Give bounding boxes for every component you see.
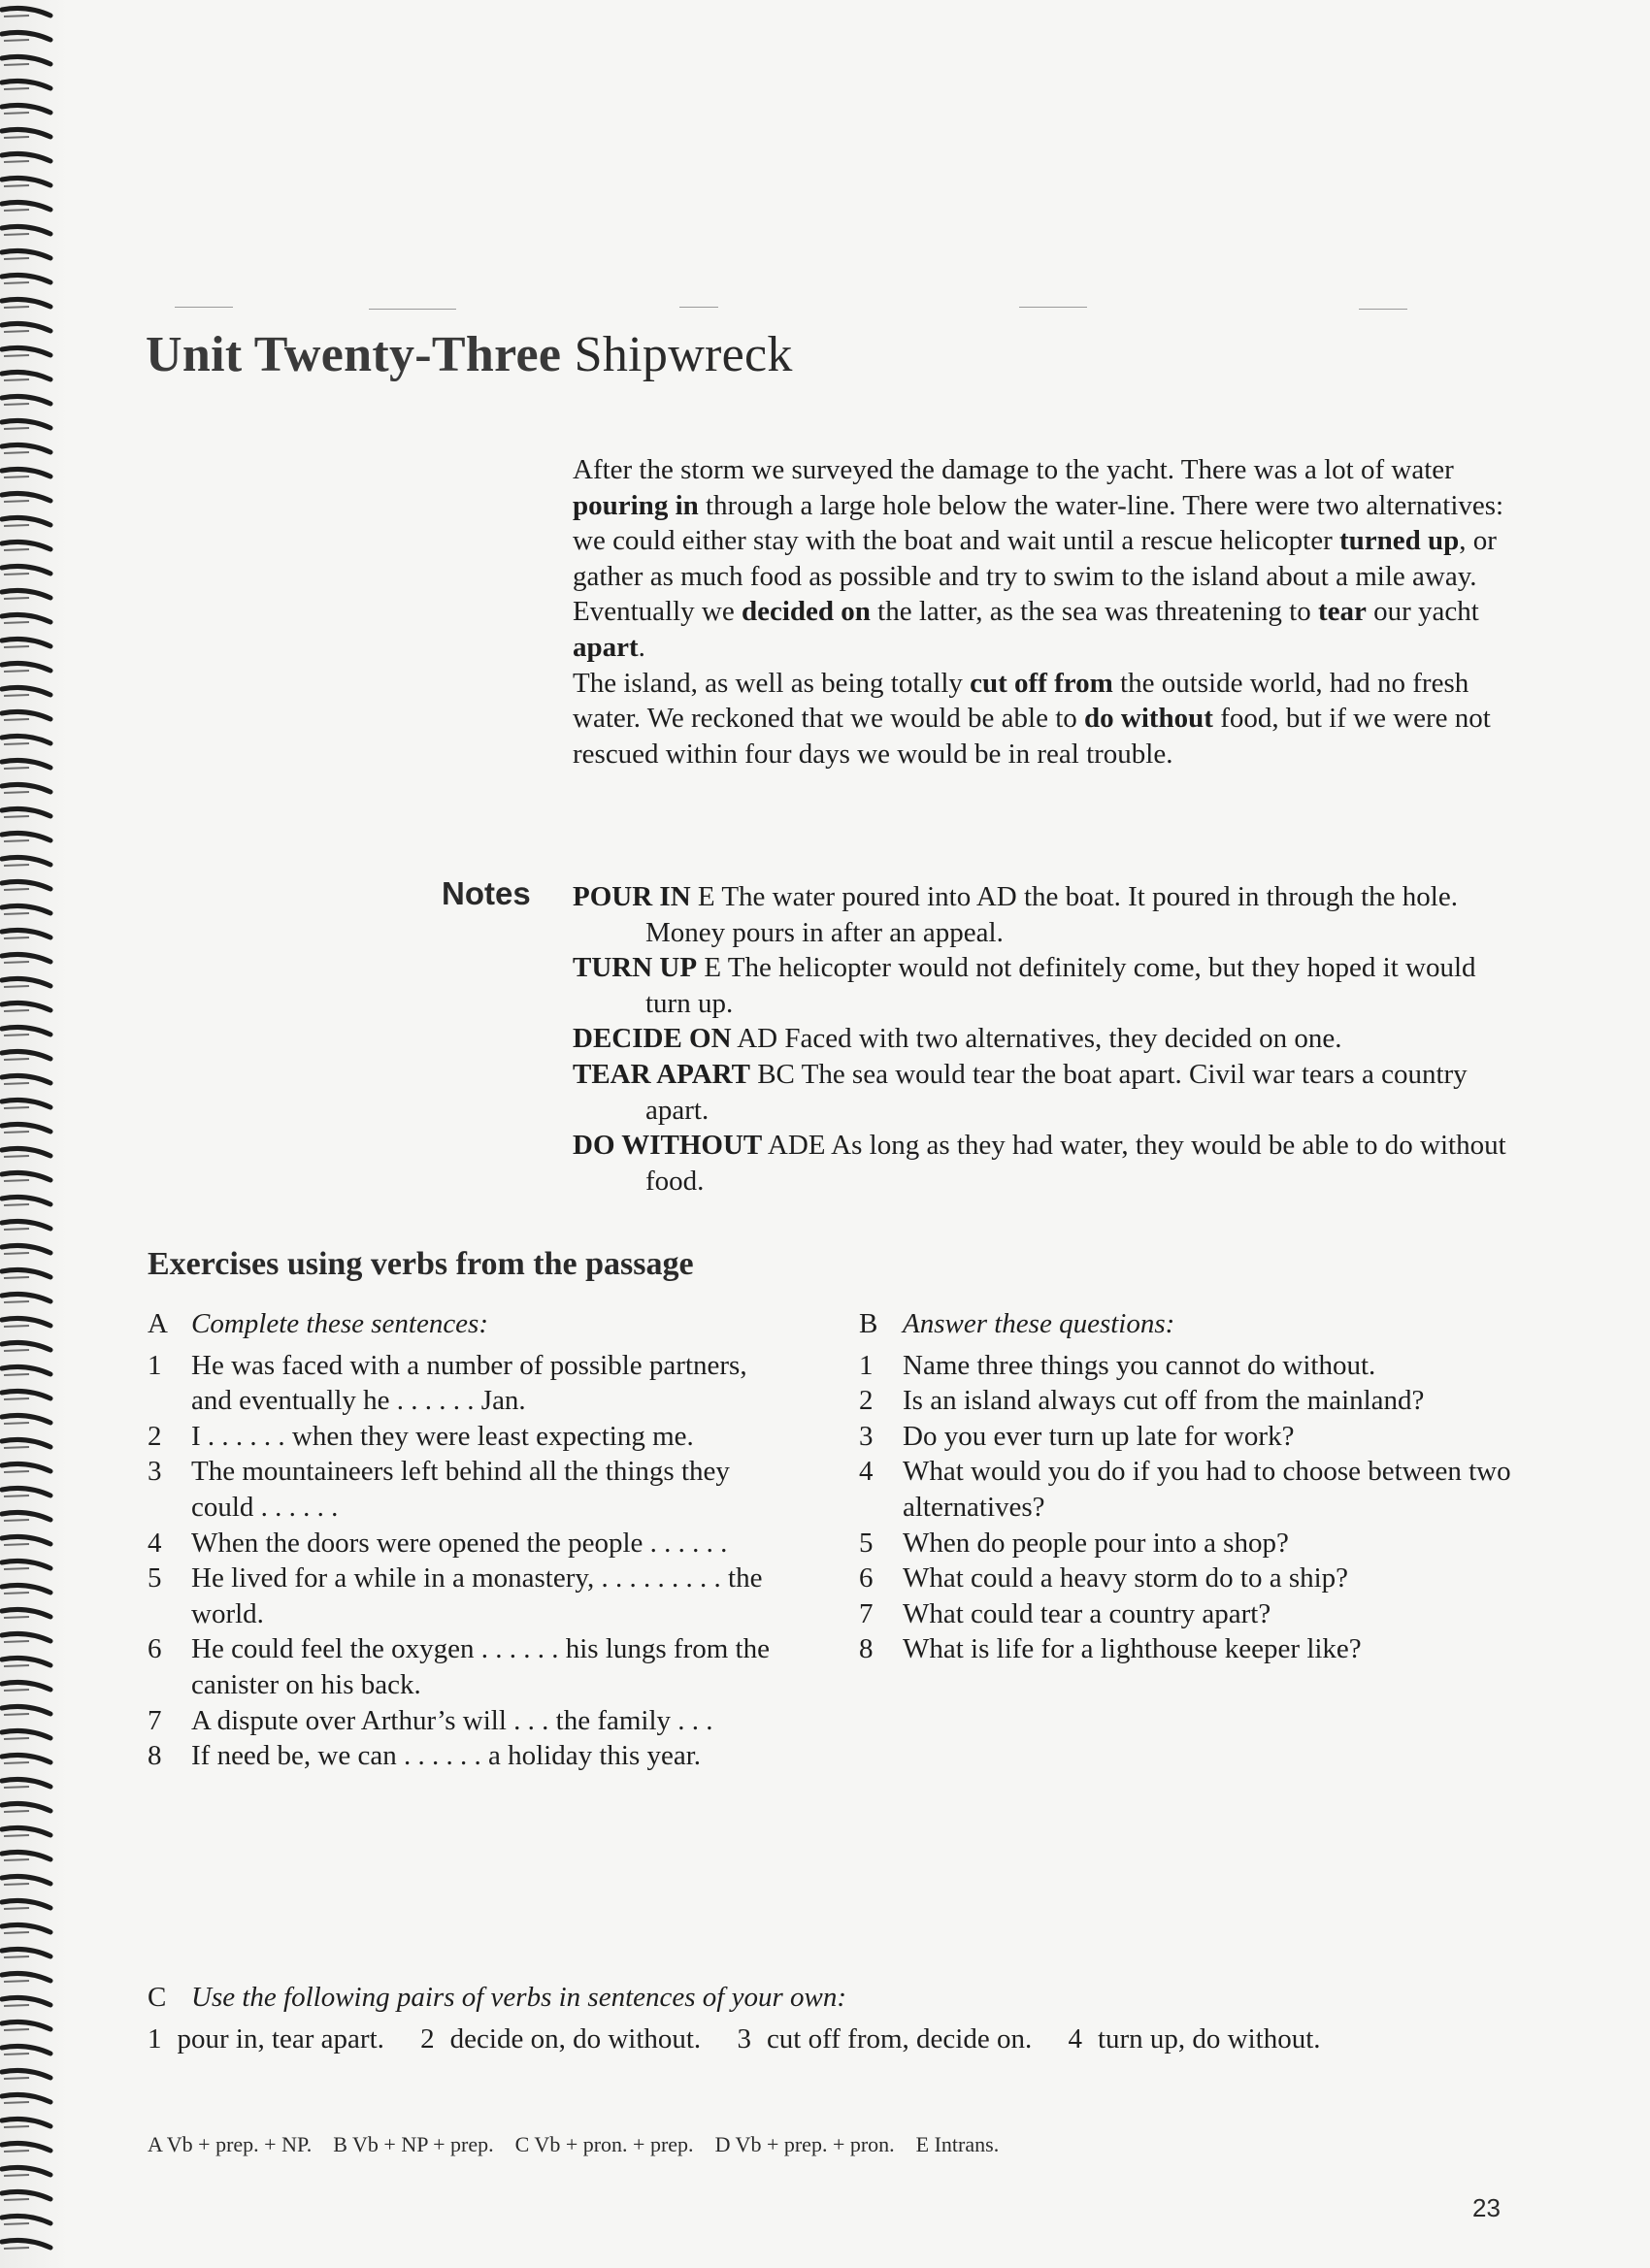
exercise-b: [859, 1306, 1529, 1667]
item-text: When do people pour into a shop?: [903, 1527, 1289, 1559]
spiral-coil: [2, 202, 50, 211]
verb-pair: [737, 2023, 1032, 2054]
pair-text: decide on, do without.: [449, 2022, 702, 2054]
spiral-coil: [2, 930, 50, 938]
spiral-coil: [2, 1488, 50, 1496]
note-verb: TURN UP: [573, 952, 698, 984]
exercise-c-pairs: [148, 2021, 1506, 2057]
item-number: 2: [148, 1420, 162, 1452]
verb-pair: [420, 2023, 701, 2054]
passage-text: our yacht: [1366, 596, 1479, 628]
item-text: If need be, we can . . . . . . a holiday this year.: [191, 1740, 702, 1772]
phrasal-verb: turned up: [1338, 525, 1460, 557]
item-text: I . . . . . . when they were least expecting me.: [191, 1420, 694, 1452]
scan-mark: [679, 307, 718, 308]
passage-text: the outside world, had no fresh water. We reckoned that we would be able to: [573, 667, 1469, 735]
spiral-coil: [2, 663, 50, 672]
spiral-coil: [2, 347, 50, 356]
exercise-letter: C: [148, 1982, 167, 2013]
item-text: He lived for a while in a monastery, . . . . . . . . . the world.: [191, 1562, 763, 1629]
spiral-coil: [2, 444, 50, 453]
spiral-coil: [2, 493, 50, 502]
spiral-coil: [2, 1003, 50, 1011]
spiral-coil: [2, 250, 50, 259]
grammar-legend: [148, 2132, 1020, 2157]
spiral-coil: [2, 1730, 50, 1739]
note-text: ADE As long as they had water, they would be able to do without food.: [645, 1130, 1506, 1197]
note-entry: [573, 1021, 1514, 1057]
spiral-coil: [2, 1682, 50, 1691]
phrasal-verb: apart: [573, 631, 639, 663]
exercise-letter: A: [148, 1308, 168, 1339]
notes-label: Notes: [442, 875, 531, 911]
verb-pair: [148, 2023, 384, 2054]
exercise-a-items: [148, 1348, 788, 1774]
note-entry: [573, 1128, 1514, 1199]
spiral-coil: [2, 517, 50, 526]
item-text: What could a heavy storm do to a ship?: [903, 1562, 1349, 1594]
item-text: The mountaineers left behind all the things they could . . . . . .: [191, 1456, 730, 1523]
spiral-coil: [2, 1391, 50, 1399]
spiral-coil: [2, 105, 50, 114]
item-text: What is life for a lighthouse keeper like?: [903, 1633, 1362, 1665]
note-verb: TEAR APART: [573, 1058, 750, 1090]
spiral-binding: [0, 0, 68, 2268]
item-text: What would you do if you had to choose between two alternatives?: [903, 1456, 1511, 1523]
item-number: 4: [859, 1456, 874, 1488]
list-item: [859, 1596, 1529, 1632]
note-text: AD Faced with two alternatives, they decided on one.: [731, 1023, 1342, 1055]
item-number: 8: [859, 1633, 874, 1665]
unit-name: Shipwreck: [574, 327, 793, 382]
exercise-instruction: Complete these sentences:: [191, 1308, 489, 1339]
spiral-coil: [2, 760, 50, 769]
pair-text: pour in, tear apart.: [177, 2022, 384, 2054]
passage-text: .: [638, 631, 645, 663]
item-number: 7: [859, 1597, 874, 1629]
spiral-coil: [2, 469, 50, 477]
spiral-coil: [2, 1051, 50, 1060]
legend-entry: C Vb + pron. + prep.: [514, 2132, 694, 2156]
notes-list: [573, 879, 1514, 1199]
exercise-c-header: [148, 1980, 1506, 2016]
spiral-coil: [2, 1706, 50, 1715]
exercise-letter: B: [859, 1308, 878, 1339]
item-text: What could tear a country apart?: [903, 1597, 1271, 1629]
spiral-coil: [2, 1100, 50, 1108]
spiral-coil: [2, 2191, 50, 2200]
passage-text: , or gather as much food as possible and try to swim to the island about a mile away. Eventually we: [573, 525, 1497, 628]
pair-text: cut off from, decide on.: [766, 2022, 1033, 2054]
spiral-coil: [2, 639, 50, 647]
spiral-coil: [2, 1852, 50, 1860]
exercise-b-items: [859, 1348, 1529, 1667]
item-text: Name three things you cannot do without.: [903, 1349, 1376, 1381]
spiral-coil: [2, 1269, 50, 1278]
item-number: 3: [859, 1420, 874, 1452]
spiral-coil: [2, 736, 50, 744]
spiral-coil: [2, 1294, 50, 1302]
spiral-coil: [2, 1803, 50, 1812]
list-item: [148, 1631, 788, 1702]
spiral-coil: [2, 1609, 50, 1618]
exercise-a: [148, 1306, 788, 1774]
list-item: [859, 1348, 1529, 1384]
spiral-coil: [2, 1924, 50, 1933]
spiral-coil: [2, 590, 50, 599]
scan-mark: [1359, 309, 1407, 310]
list-item: [148, 1703, 788, 1739]
item-number: 1: [859, 1349, 874, 1381]
list-item: [859, 1561, 1529, 1596]
note-text: BC The sea would tear the boat apart. Civil war tears a country apart.: [645, 1058, 1468, 1126]
spiral-coil: [2, 1124, 50, 1133]
scan-mark: [1019, 307, 1087, 308]
unit-number: Unit Twenty-Three: [146, 327, 562, 382]
item-number: 3: [148, 1456, 162, 1488]
verb-pair: [1068, 2023, 1320, 2054]
exercises-heading: Exercises using verbs from the passage: [148, 1246, 694, 1282]
spiral-coil: [2, 614, 50, 623]
spiral-coil: [2, 1561, 50, 1569]
list-item: [148, 1348, 788, 1419]
spiral-coil: [2, 566, 50, 575]
spiral-coil: [2, 275, 50, 283]
spiral-coil: [2, 2070, 50, 2079]
item-number: 6: [148, 1633, 162, 1665]
spiral-coil: [2, 129, 50, 138]
note-verb: DO WITHOUT: [573, 1130, 763, 1162]
list-item: [859, 1631, 1529, 1667]
spiral-coil: [2, 1633, 50, 1642]
passage-paragraph-1: [573, 452, 1504, 666]
spiral-coil: [2, 153, 50, 162]
reading-passage: [573, 452, 1504, 772]
pair-number: 2: [420, 2022, 435, 2054]
exercise-a-header: [148, 1306, 788, 1342]
spiral-coil: [2, 1148, 50, 1157]
item-text: A dispute over Arthur’s will . . . the family . . .: [191, 1704, 713, 1736]
spiral-coil: [2, 2240, 50, 2249]
passage-text: After the storm we surveyed the damage to the yacht. There was a lot of water: [573, 454, 1454, 485]
spiral-coil: [2, 299, 50, 308]
exercise-instruction: Answer these questions:: [903, 1308, 1175, 1339]
spiral-coil: [2, 1536, 50, 1545]
spiral-coil: [2, 833, 50, 841]
spiral-coil: [2, 1318, 50, 1327]
spiral-coil: [2, 542, 50, 550]
spiral-coil: [2, 81, 50, 89]
note-entry: [573, 1057, 1514, 1128]
legend-entry: A Vb + prep. + NP.: [148, 2132, 313, 2156]
spiral-coil: [2, 2094, 50, 2103]
item-number: 6: [859, 1562, 874, 1594]
phrasal-verb: cut off from: [970, 667, 1113, 699]
list-item: [859, 1383, 1529, 1419]
spiral-coil: [2, 420, 50, 429]
item-number: 1: [148, 1349, 162, 1381]
scan-mark: [175, 307, 233, 308]
note-verb: POUR IN: [573, 881, 691, 912]
spiral-coil: [2, 784, 50, 793]
page-number: 23: [1472, 2193, 1501, 2222]
spiral-binding-coils: [0, 0, 68, 2268]
legend-entry: E Intrans.: [915, 2132, 1000, 2156]
spiral-coil: [2, 1415, 50, 1424]
spiral-coil: [2, 2216, 50, 2224]
passage-text: The island, as well as being totally: [573, 667, 971, 699]
list-item: [859, 1454, 1529, 1525]
phrasal-verb: tear: [1317, 596, 1367, 628]
note-verb: DECIDE ON: [573, 1023, 732, 1055]
phrasal-verb: decided on: [741, 596, 871, 628]
pair-number: 4: [1068, 2022, 1082, 2054]
spiral-coil: [2, 808, 50, 817]
phrasal-verb: pouring in: [573, 489, 699, 521]
spiral-coil: [2, 372, 50, 380]
pair-number: 3: [737, 2022, 751, 2054]
list-item: [148, 1419, 788, 1455]
pair-text: turn up, do without.: [1097, 2022, 1321, 2054]
spiral-coil: [2, 687, 50, 696]
spiral-coil: [2, 396, 50, 405]
spiral-coil: [2, 1027, 50, 1035]
phrasal-verb: do without: [1084, 703, 1213, 735]
legend-entry: D Vb + prep. + pron.: [714, 2132, 895, 2156]
list-item: [148, 1454, 788, 1525]
item-number: 5: [859, 1527, 874, 1559]
spiral-coil: [2, 323, 50, 332]
passage-text: through a large hole below the water-line. There were two alternatives: we could either stay with the boat and wait until a rescue helicopter: [573, 489, 1504, 557]
spiral-coil: [2, 1463, 50, 1472]
spiral-coil: [2, 1197, 50, 1205]
item-number: 2: [859, 1385, 874, 1417]
spiral-coil: [2, 1949, 50, 1957]
pair-number: 1: [148, 2022, 162, 2054]
spiral-coil: [2, 1779, 50, 1788]
list-item: [148, 1738, 788, 1774]
item-text: Do you ever turn up late for work?: [903, 1420, 1295, 1452]
spiral-coil: [2, 1755, 50, 1763]
note-text: E The helicopter would not definitely come, but they hoped it would turn up.: [645, 952, 1476, 1019]
spiral-coil: [2, 857, 50, 866]
spiral-coil: [2, 1585, 50, 1594]
spiral-coil: [2, 2119, 50, 2127]
item-text: He was faced with a number of possible partners, and eventually he . . . . . . Jan.: [191, 1349, 747, 1417]
list-item: [859, 1419, 1529, 1455]
spiral-coil: [2, 8, 50, 16]
spiral-coil: [2, 2167, 50, 2176]
spiral-coil: [2, 978, 50, 987]
spiral-coil: [2, 1900, 50, 1909]
list-item: [148, 1526, 788, 1561]
spiral-coil: [2, 56, 50, 65]
spiral-coil: [2, 905, 50, 914]
spiral-coil: [2, 1075, 50, 1084]
list-item: [148, 1561, 788, 1631]
spiral-coil: [2, 2021, 50, 2030]
spiral-coil: [2, 881, 50, 890]
list-item: [859, 1526, 1529, 1561]
exercise-c: [148, 1980, 1506, 2056]
item-number: 4: [148, 1527, 162, 1559]
spiral-coil: [2, 178, 50, 186]
spiral-coil: [2, 711, 50, 720]
passage-text: food, but if we were not rescued within four days we would be in real trouble.: [573, 703, 1491, 770]
spiral-coil: [2, 1997, 50, 2006]
spiral-coil: [2, 1512, 50, 1521]
spiral-coil: [2, 226, 50, 235]
note-entry: [573, 950, 1514, 1021]
item-text: He could feel the oxygen . . . . . . his lungs from the canister on his back.: [191, 1633, 770, 1700]
spiral-coil: [2, 32, 50, 41]
passage-paragraph-2: [573, 666, 1504, 772]
exercise-instruction: Use the following pairs of verbs in sentences of your own:: [191, 1982, 846, 2013]
note-entry: [573, 879, 1514, 950]
spiral-coil: [2, 1172, 50, 1181]
item-text: Is an island always cut off from the mainland?: [903, 1385, 1425, 1417]
spiral-coil: [2, 1245, 50, 1254]
item-text: When the doors were opened the people . . . . . .: [191, 1527, 728, 1559]
spiral-coil: [2, 1658, 50, 1666]
item-number: 7: [148, 1704, 162, 1736]
page-title: [146, 326, 793, 383]
scan-mark: [369, 309, 456, 310]
passage-text: the latter, as the sea was threatening to: [870, 596, 1318, 628]
spiral-coil: [2, 1876, 50, 1885]
spiral-coil: [2, 1827, 50, 1836]
spiral-coil: [2, 1342, 50, 1351]
item-number: 8: [148, 1740, 162, 1772]
spiral-coil: [2, 1221, 50, 1230]
spiral-coil: [2, 2143, 50, 2152]
spiral-coil: [2, 1439, 50, 1448]
spiral-coil: [2, 1973, 50, 1982]
legend-entry: B Vb + NP + prep.: [333, 2132, 494, 2156]
exercise-b-header: [859, 1306, 1529, 1342]
item-number: 5: [148, 1562, 162, 1594]
spiral-coil: [2, 1366, 50, 1375]
note-text: E The water poured into AD the boat. It poured in through the hole. Money pours in after an appeal.: [645, 881, 1458, 948]
spiral-coil: [2, 2046, 50, 2054]
spiral-coil: [2, 954, 50, 963]
